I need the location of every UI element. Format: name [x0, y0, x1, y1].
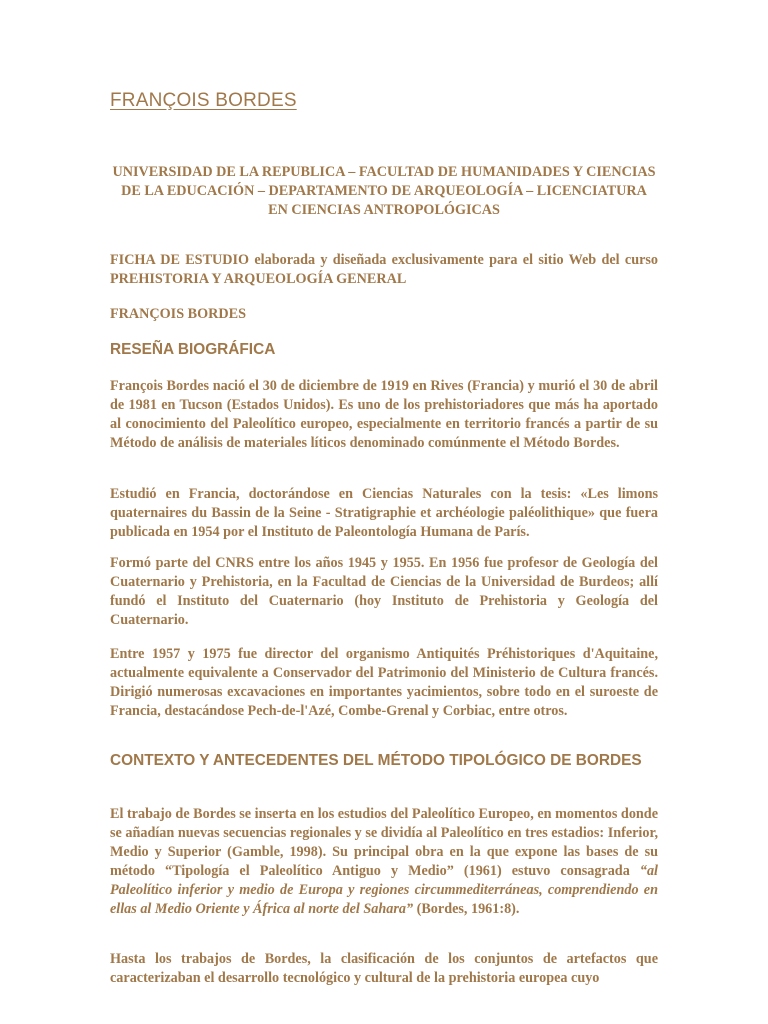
subtitle: FRANÇOIS BORDES	[110, 306, 246, 322]
section-heading-biography: RESEÑA BIOGRÁFICA	[110, 341, 276, 358]
bio-paragraph-1: François Bordes nació el 30 de diciembre de 1919 en Rives (Francia) y murió el 30 de abril de 1981 en Tucson (Estados Unidos). Es uno de los prehistoriadores que más ha aportado al conocimiento del Paleolítico europeo, especialmente en territorio francés a partir de su Método de análisis de materiales líticos denominado comúnmente el Método Bordes.	[110, 378, 658, 451]
context-quote: “al Paleolítico inferior y medio de Europa y regiones circummediterráneas, comprendiendo en ellas al Medio Oriente y África al norte del Sahara”	[110, 863, 658, 917]
bio-paragraph-4: Entre 1957 y 1975 fue director del organismo Antiquités Préhistoriques d'Aquitaine, actualmente equivalente a Conservador del Patrimonio del Ministerio de Cultura francés. Dirigió numerosas excavaciones en importantes yacimientos, sobre todo en el suroeste de Francia, destacándose Pech-de-l'Azé, Combe-Grenal y Corbiac, entre otros.	[110, 646, 658, 719]
section-heading-context: CONTEXTO Y ANTECEDENTES DEL MÉTODO TIPOLÓGICO DE BORDES	[110, 752, 642, 769]
context-text-a: El trabajo de Bordes se inserta en los estudios del Paleolítico Europeo, en momentos donde se añadían nuevas secuencias regionales y se dividía al Paleolítico en tres estadios: Inferior, Medio y Superior (Gamble, 1998). Su principal obra en la que expone las bases de su método “Tipología el Paleolítico Antiguo y Medio” (1961) estuvo consagrada	[110, 806, 658, 879]
document-title-link[interactable]: FRANÇOIS BORDES	[110, 90, 297, 111]
context-text-b: (Bordes, 1961:8).	[413, 901, 520, 917]
context-paragraph-1	[110, 805, 658, 919]
study-sheet-note: FICHA DE ESTUDIO elaborada y diseñada exclusivamente para el sitio Web del curso PREHISTORIA Y ARQUEOLOGÍA GENERAL	[110, 252, 658, 287]
bio-paragraph-2: Estudió en Francia, doctorándose en Ciencias Naturales con la tesis: «Les limons quaternaires du Bassin de la Seine - Stratigraphie et archéologie paléolithique» que fuera publicada en 1954 por el Instituto de Paleontología Humana de París.	[110, 486, 658, 540]
institution-header: UNIVERSIDAD DE LA REPUBLICA – FACULTAD DE HUMANIDADES Y CIENCIAS DE LA EDUCACIÓN – DEPARTAMENTO DE ARQUEOLOGÍA – LICENCIATURA EN CIENCIAS ANTROPOLÓGICAS	[112, 164, 656, 218]
bio-paragraph-3: Formó parte del CNRS entre los años 1945 y 1955. En 1956 fue profesor de Geología del Cuaternario y Prehistoria, en la Facultad de Ciencias de la Universidad de Burdeos; allí fundó el Instituto del Cuaternario (hoy Instituto de Prehistoria y Geología del Cuaternario.	[110, 555, 658, 628]
context-paragraph-2: Hasta los trabajos de Bordes, la clasificación de los conjuntos de artefactos que caracterizaban el desarrollo tecnológico y cultural de la prehistoria europea cuyo	[110, 951, 658, 986]
